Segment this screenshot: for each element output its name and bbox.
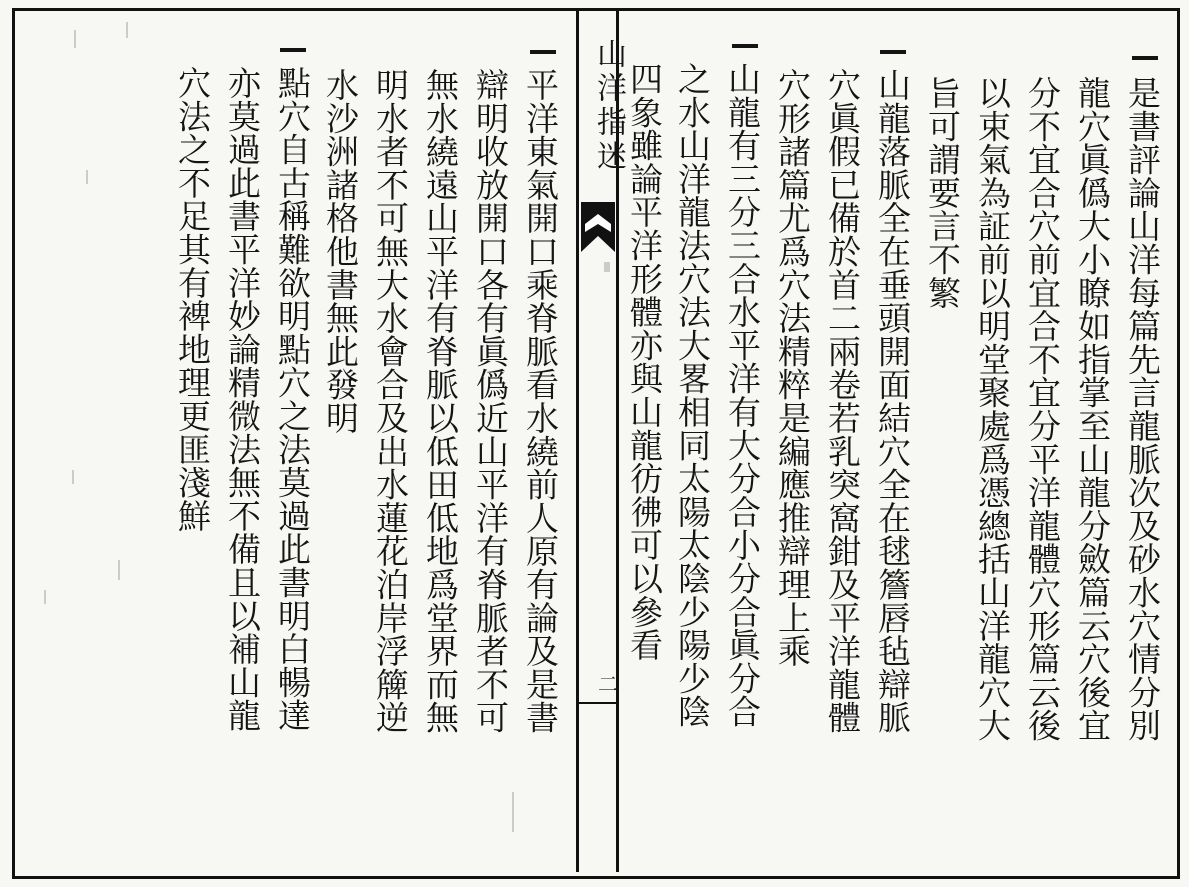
book-title: 山洋指迷 <box>591 38 626 174</box>
right-col-5: 旨可謂要言不繁 <box>923 76 962 310</box>
scan-mark <box>74 30 76 48</box>
left-col-5: 水沙洲諸格他書無此發明 <box>321 68 360 435</box>
leaf-number: 二 <box>598 672 618 696</box>
right-col-1: 是書評論山洋每篇先言龍脈次及砂水穴情分別 <box>1123 76 1162 742</box>
right-col-3: 分不宜合穴前宜合不宜分平洋龍體穴形篇云後 <box>1023 76 1062 742</box>
right-col-11: 四象雖論平洋形體亦與山龍彷彿可以參看 <box>625 62 664 662</box>
right-col-2: 龍穴眞僞大小瞭如指掌至山龍分斂篇云穴後宜 <box>1073 76 1112 742</box>
spine-divider <box>578 702 618 704</box>
item-marker-2 <box>880 50 906 54</box>
left-col-1: 平洋東氣開口乘脊脈看水繞前人原有論及是書 <box>521 68 560 734</box>
item-marker-4 <box>530 50 556 54</box>
left-col-6: 點穴自古稱難欲明點穴之法莫過此書明白暢達 <box>273 66 312 732</box>
scan-mark <box>86 170 88 184</box>
left-col-8: 穴法之不足其有裨地理更匪淺鮮 <box>173 66 212 533</box>
left-col-7: 亦莫過此書平洋妙論精微法無不備且以補山龍 <box>223 66 262 732</box>
right-col-6: 山龍落脈全在垂頭開面結穴全在毬簷唇毡辯脈 <box>873 68 912 734</box>
item-marker-3 <box>732 44 758 48</box>
right-col-7: 穴眞假已備於首二兩卷若乳突窩鉗及平洋龍體 <box>823 68 862 734</box>
right-col-4: 以束氣為証前以明堂聚處爲憑總括山洋龍穴大 <box>973 76 1012 742</box>
left-col-2: 辯明收放開口各有眞僞近山平洋有脊脈者不可 <box>471 68 510 734</box>
scan-mark <box>44 590 46 604</box>
item-marker-5 <box>280 48 306 52</box>
item-marker-1 <box>1132 56 1158 60</box>
right-col-9: 山龍有三分三合水平洋有大分合小分合眞分合 <box>723 62 762 728</box>
right-col-8: 穴形諸篇尤爲穴法精粹是編應推辯理上乘 <box>773 68 812 668</box>
scan-mark <box>126 22 128 38</box>
right-col-10: 之水山洋龍法穴法大畧相同太陽太陰少陽少陰 <box>673 62 712 728</box>
scan-mark <box>72 470 74 484</box>
scan-mark <box>118 560 120 580</box>
fishtail-mark-icon <box>581 202 615 252</box>
scan-mark <box>512 792 514 832</box>
ink-speck <box>604 262 610 272</box>
left-col-4: 明水者不可無大水會合及出水蓮花泊岸浮簰逆 <box>371 68 410 734</box>
left-col-3: 無水繞遠山平洋有脊脈以低田低地爲堂界而無 <box>421 68 460 734</box>
spine-line-left <box>576 10 579 872</box>
